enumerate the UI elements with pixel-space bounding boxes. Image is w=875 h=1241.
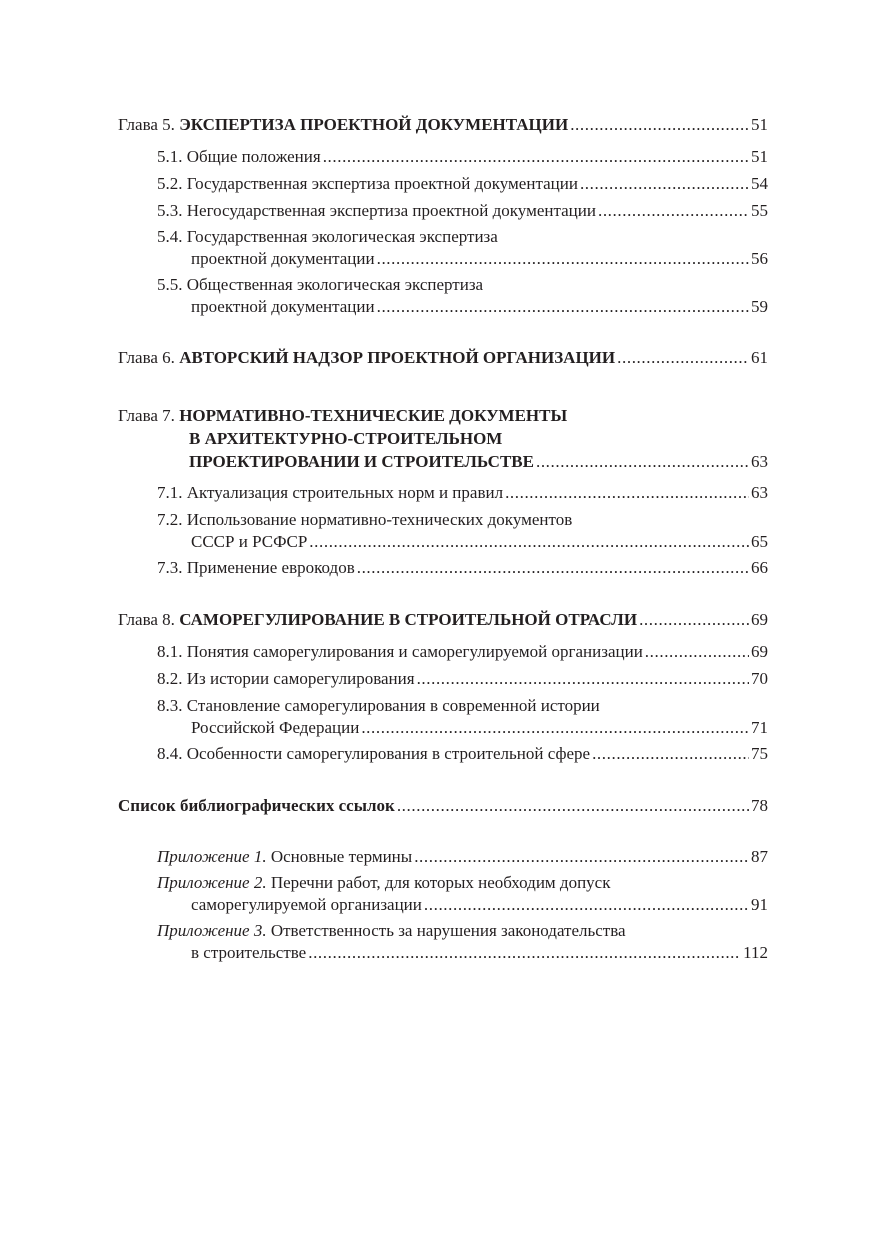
page-number: 112 bbox=[743, 943, 768, 962]
page-number: 63 bbox=[751, 452, 768, 471]
toc-entry-chapter-7-line-2[interactable] bbox=[189, 428, 768, 450]
chapter-title: САМОРЕГУЛИРОВАНИЕ В СТРОИТЕЛЬНОЙ ОТРАСЛИ bbox=[179, 610, 638, 629]
chapter-title: АВТОРСКИЙ НАДЗОР ПРОЕКТНОЙ ОРГАНИЗАЦИИ bbox=[179, 348, 616, 367]
appendix-title-continued: саморегулируемой организации bbox=[191, 895, 422, 914]
page-number: 75 bbox=[751, 744, 768, 763]
toc-entry-5-1[interactable] bbox=[157, 146, 768, 168]
toc-entry-chapter-6[interactable] bbox=[118, 347, 768, 369]
toc-entry-chapter-7-line-1[interactable] bbox=[118, 405, 768, 427]
toc-entry-8-3-line-1[interactable] bbox=[157, 695, 768, 717]
section-title: 5.1. Общие положения bbox=[157, 147, 321, 166]
appendix-title-continued: в строительстве bbox=[191, 943, 307, 962]
page-number: 71 bbox=[751, 718, 768, 737]
page-number: 66 bbox=[751, 558, 768, 577]
page-number: 91 bbox=[751, 895, 768, 914]
toc-entry-7-1[interactable] bbox=[157, 482, 768, 504]
section-title: 7.3. Применение еврокодов bbox=[157, 558, 355, 577]
appendix-label: Приложение 2. bbox=[157, 873, 267, 892]
dot-leader bbox=[598, 200, 749, 222]
section-title: 5.4. Государственная экологическая экспертиза bbox=[157, 227, 498, 246]
section-title: 5.5. Общественная экологическая экспертиза bbox=[157, 275, 484, 294]
dot-leader bbox=[617, 347, 749, 369]
toc-entry-8-1[interactable] bbox=[157, 641, 768, 663]
section-title: 8.3. Становление саморегулирования в современной истории bbox=[157, 696, 600, 715]
section-title-continued: СССР и РСФСР bbox=[191, 532, 308, 551]
section-title: 7.2. Использование нормативно-технических документов bbox=[157, 510, 573, 529]
dot-leader bbox=[414, 846, 749, 868]
chapter-prefix: Глава 8. bbox=[118, 610, 175, 629]
section-title-continued: проектной документации bbox=[191, 249, 375, 268]
toc-entry-5-5-line-1[interactable] bbox=[157, 274, 768, 296]
appendix-label: Приложение 1. bbox=[157, 847, 267, 866]
page-number: 59 bbox=[751, 297, 768, 316]
page-number: 55 bbox=[751, 201, 768, 220]
chapter-prefix: Глава 7. bbox=[118, 406, 175, 425]
appendix-label: Приложение 3. bbox=[157, 921, 267, 940]
page-number: 51 bbox=[751, 147, 768, 166]
chapter-title-continued: ПРОЕКТИРОВАНИИ И СТРОИТЕЛЬСТВЕ bbox=[189, 452, 534, 471]
toc-entry-7-2-line-2[interactable] bbox=[191, 531, 768, 553]
dot-leader bbox=[505, 482, 749, 504]
dot-leader bbox=[424, 894, 749, 916]
page-number: 65 bbox=[751, 532, 768, 551]
dot-leader bbox=[536, 451, 749, 473]
page-number: 54 bbox=[751, 174, 768, 193]
toc-entry-chapter-8[interactable] bbox=[118, 609, 768, 631]
toc-entry-5-3[interactable] bbox=[157, 200, 768, 222]
page-number: 56 bbox=[751, 249, 768, 268]
page-number: 78 bbox=[751, 796, 768, 815]
bibliography-title: Список библиографических ссылок bbox=[118, 796, 395, 815]
appendix-title: Ответственность за нарушения законодательства bbox=[270, 921, 626, 940]
page-number: 51 bbox=[751, 115, 768, 134]
toc-entry-7-3[interactable] bbox=[157, 557, 768, 579]
section-title-continued: проектной документации bbox=[191, 297, 375, 316]
chapter-title-continued: В АРХИТЕКТУРНО-СТРОИТЕЛЬНОМ bbox=[189, 429, 503, 448]
chapter-title: ЭКСПЕРТИЗА ПРОЕКТНОЙ ДОКУМЕНТАЦИИ bbox=[179, 115, 569, 134]
page-number: 69 bbox=[751, 610, 768, 629]
toc-entry-8-2[interactable] bbox=[157, 668, 768, 690]
section-title: 8.2. Из истории саморегулирования bbox=[157, 669, 415, 688]
chapter-title: НОРМАТИВНО-ТЕХНИЧЕСКИЕ ДОКУМЕНТЫ bbox=[179, 406, 568, 425]
toc-entry-appendix-2-line-1[interactable] bbox=[157, 872, 768, 894]
section-title: 8.1. Понятия саморегулирования и саморегулируемой организации bbox=[157, 642, 643, 661]
dot-leader bbox=[377, 296, 749, 318]
section-title: 5.2. Государственная экспертиза проектной документации bbox=[157, 174, 578, 193]
dot-leader bbox=[309, 531, 749, 553]
toc-entry-bibliography[interactable] bbox=[118, 795, 768, 817]
toc-entry-5-4-line-1[interactable] bbox=[157, 226, 768, 248]
toc-entry-appendix-1[interactable] bbox=[157, 846, 768, 868]
dot-leader bbox=[308, 942, 741, 964]
toc-entry-chapter-5[interactable] bbox=[118, 114, 768, 136]
dot-leader bbox=[357, 557, 749, 579]
dot-leader bbox=[417, 668, 749, 690]
toc-entry-chapter-7-line-3[interactable] bbox=[189, 451, 768, 473]
chapter-prefix: Глава 5. bbox=[118, 115, 175, 134]
dot-leader bbox=[592, 743, 749, 765]
toc-entry-5-2[interactable] bbox=[157, 173, 768, 195]
dot-leader bbox=[580, 173, 749, 195]
dot-leader bbox=[323, 146, 749, 168]
page-number: 63 bbox=[751, 483, 768, 502]
page-number: 87 bbox=[751, 847, 768, 866]
toc-entry-8-3-line-2[interactable] bbox=[191, 717, 768, 739]
dot-leader bbox=[377, 248, 749, 270]
toc-entry-5-4-line-2[interactable] bbox=[191, 248, 768, 270]
section-title: 8.4. Особенности саморегулирования в строительной сфере bbox=[157, 744, 591, 763]
dot-leader bbox=[570, 114, 749, 136]
appendix-title: Перечни работ, для которых необходим допуск bbox=[270, 873, 611, 892]
dot-leader bbox=[639, 609, 749, 631]
dot-leader bbox=[397, 795, 749, 817]
section-title: 7.1. Актуализация строительных норм и правил bbox=[157, 483, 504, 502]
toc-entry-8-4[interactable] bbox=[157, 743, 768, 765]
toc-entry-appendix-3-line-1[interactable] bbox=[157, 920, 768, 942]
toc-entry-appendix-3-line-2[interactable] bbox=[191, 942, 768, 964]
dot-leader bbox=[645, 641, 749, 663]
page-number: 70 bbox=[751, 669, 768, 688]
toc-entry-7-2-line-1[interactable] bbox=[157, 509, 768, 531]
chapter-prefix: Глава 6. bbox=[118, 348, 175, 367]
section-title-continued: Российской Федерации bbox=[191, 718, 360, 737]
appendix-title: Основные термины bbox=[270, 847, 413, 866]
dot-leader bbox=[361, 717, 749, 739]
section-title: 5.3. Негосударственная экспертиза проектной документации bbox=[157, 201, 596, 220]
page-number: 61 bbox=[751, 348, 768, 367]
toc-entry-5-5-line-2[interactable] bbox=[191, 296, 768, 318]
toc-entry-appendix-2-line-2[interactable] bbox=[191, 894, 768, 916]
page-number: 69 bbox=[751, 642, 768, 661]
